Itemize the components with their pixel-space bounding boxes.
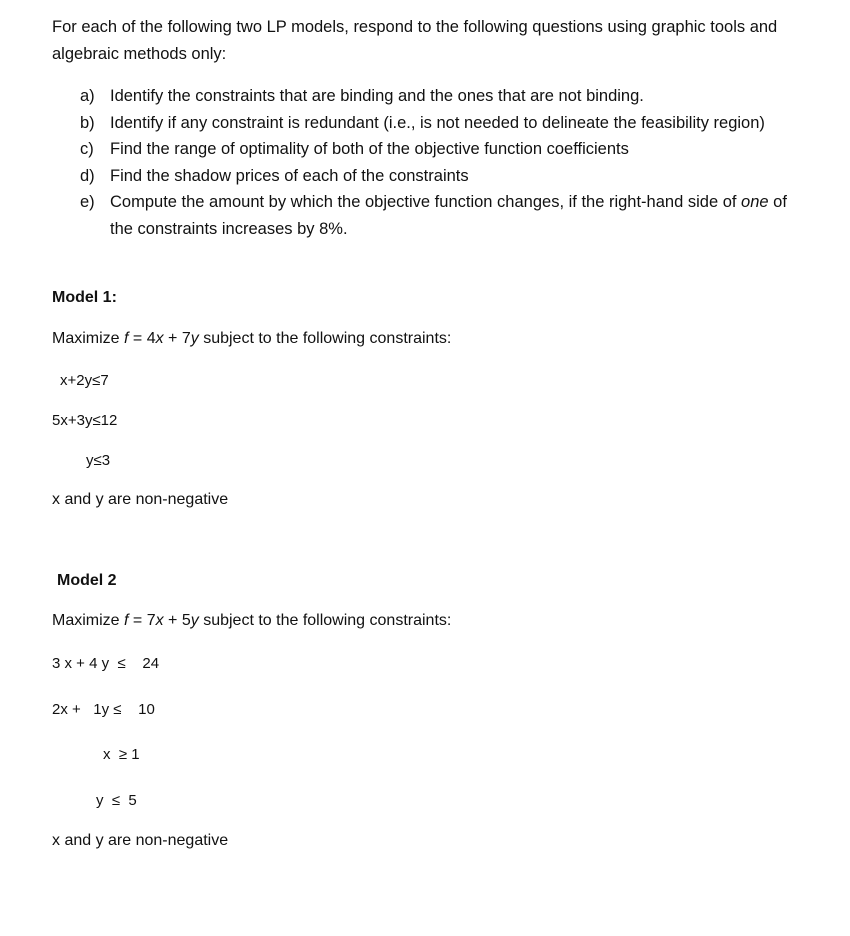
objective-expr-a: = 7 [128, 612, 156, 629]
objective-expr-b: + 7 [163, 330, 191, 347]
question-item-b [80, 110, 800, 137]
model2-heading: Model 2 [57, 572, 117, 589]
question-text-after: of the constraints increases by 8%. [110, 193, 787, 238]
question-letter: c) [80, 140, 94, 158]
model2-constraint-4: y ≤ 5 [96, 792, 137, 809]
question-text: Identify the constraints that are binding and the ones that are not binding. [110, 87, 644, 105]
question-item-e [80, 189, 800, 242]
objective-x: x [155, 612, 164, 629]
question-text: Find the range of optimality of both of the objective function coefficients [110, 140, 629, 158]
model2-constraint-2: 2x + 1y ≤ 10 [52, 701, 155, 718]
model2-constraint-1: 3 x + 4 y ≤ 24 [52, 655, 160, 672]
objective-x: x [155, 330, 164, 347]
question-letter: e) [80, 193, 95, 211]
question-list [80, 83, 800, 242]
question-item-a [80, 83, 800, 110]
objective-suffix: subject to the following constraints: [198, 330, 452, 347]
model2-nonneg: x and y are non-negative [52, 832, 229, 849]
objective-prefix: Maximize [52, 612, 125, 629]
objective-f: f [124, 612, 129, 629]
model1-constraint-2: 5x+3y≤12 [52, 412, 118, 429]
question-item-d [80, 163, 800, 190]
question-item-c [80, 136, 800, 163]
model1-heading: Model 1: [52, 289, 117, 306]
model1-constraint-3: y≤3 [86, 452, 111, 469]
question-letter: d) [80, 166, 95, 185]
question-letter: b) [80, 113, 95, 132]
model1-nonneg: x and y are non-negative [52, 491, 229, 508]
objective-f: f [124, 330, 129, 347]
objective-y: y [190, 330, 199, 347]
question-text-before: Compute the amount by which the objective function changes, if the right-hand side of [110, 193, 742, 211]
objective-y: y [190, 612, 199, 629]
question-letter: a) [80, 87, 95, 105]
intro-paragraph: For each of the following two LP models, respond to the following questions using graphic tools and algebraic methods only: [52, 18, 778, 63]
objective-expr-b: + 5 [163, 612, 191, 629]
model2-objective [52, 612, 451, 630]
objective-suffix: subject to the following constraints: [198, 612, 452, 629]
objective-expr-a: = 4 [128, 330, 156, 347]
question-text: Identify if any constraint is redundant (i.e., is not needed to delineate the feasibility region) [110, 113, 765, 132]
model1-constraint-1: x+2y≤7 [60, 372, 109, 389]
question-text-emphasis: one [741, 193, 769, 211]
model2-constraint-3: x ≥ 1 [103, 746, 140, 763]
model1-objective [52, 330, 451, 348]
question-text [110, 189, 800, 242]
objective-prefix: Maximize [52, 330, 125, 347]
question-text: Find the shadow prices of each of the constraints [110, 166, 469, 185]
